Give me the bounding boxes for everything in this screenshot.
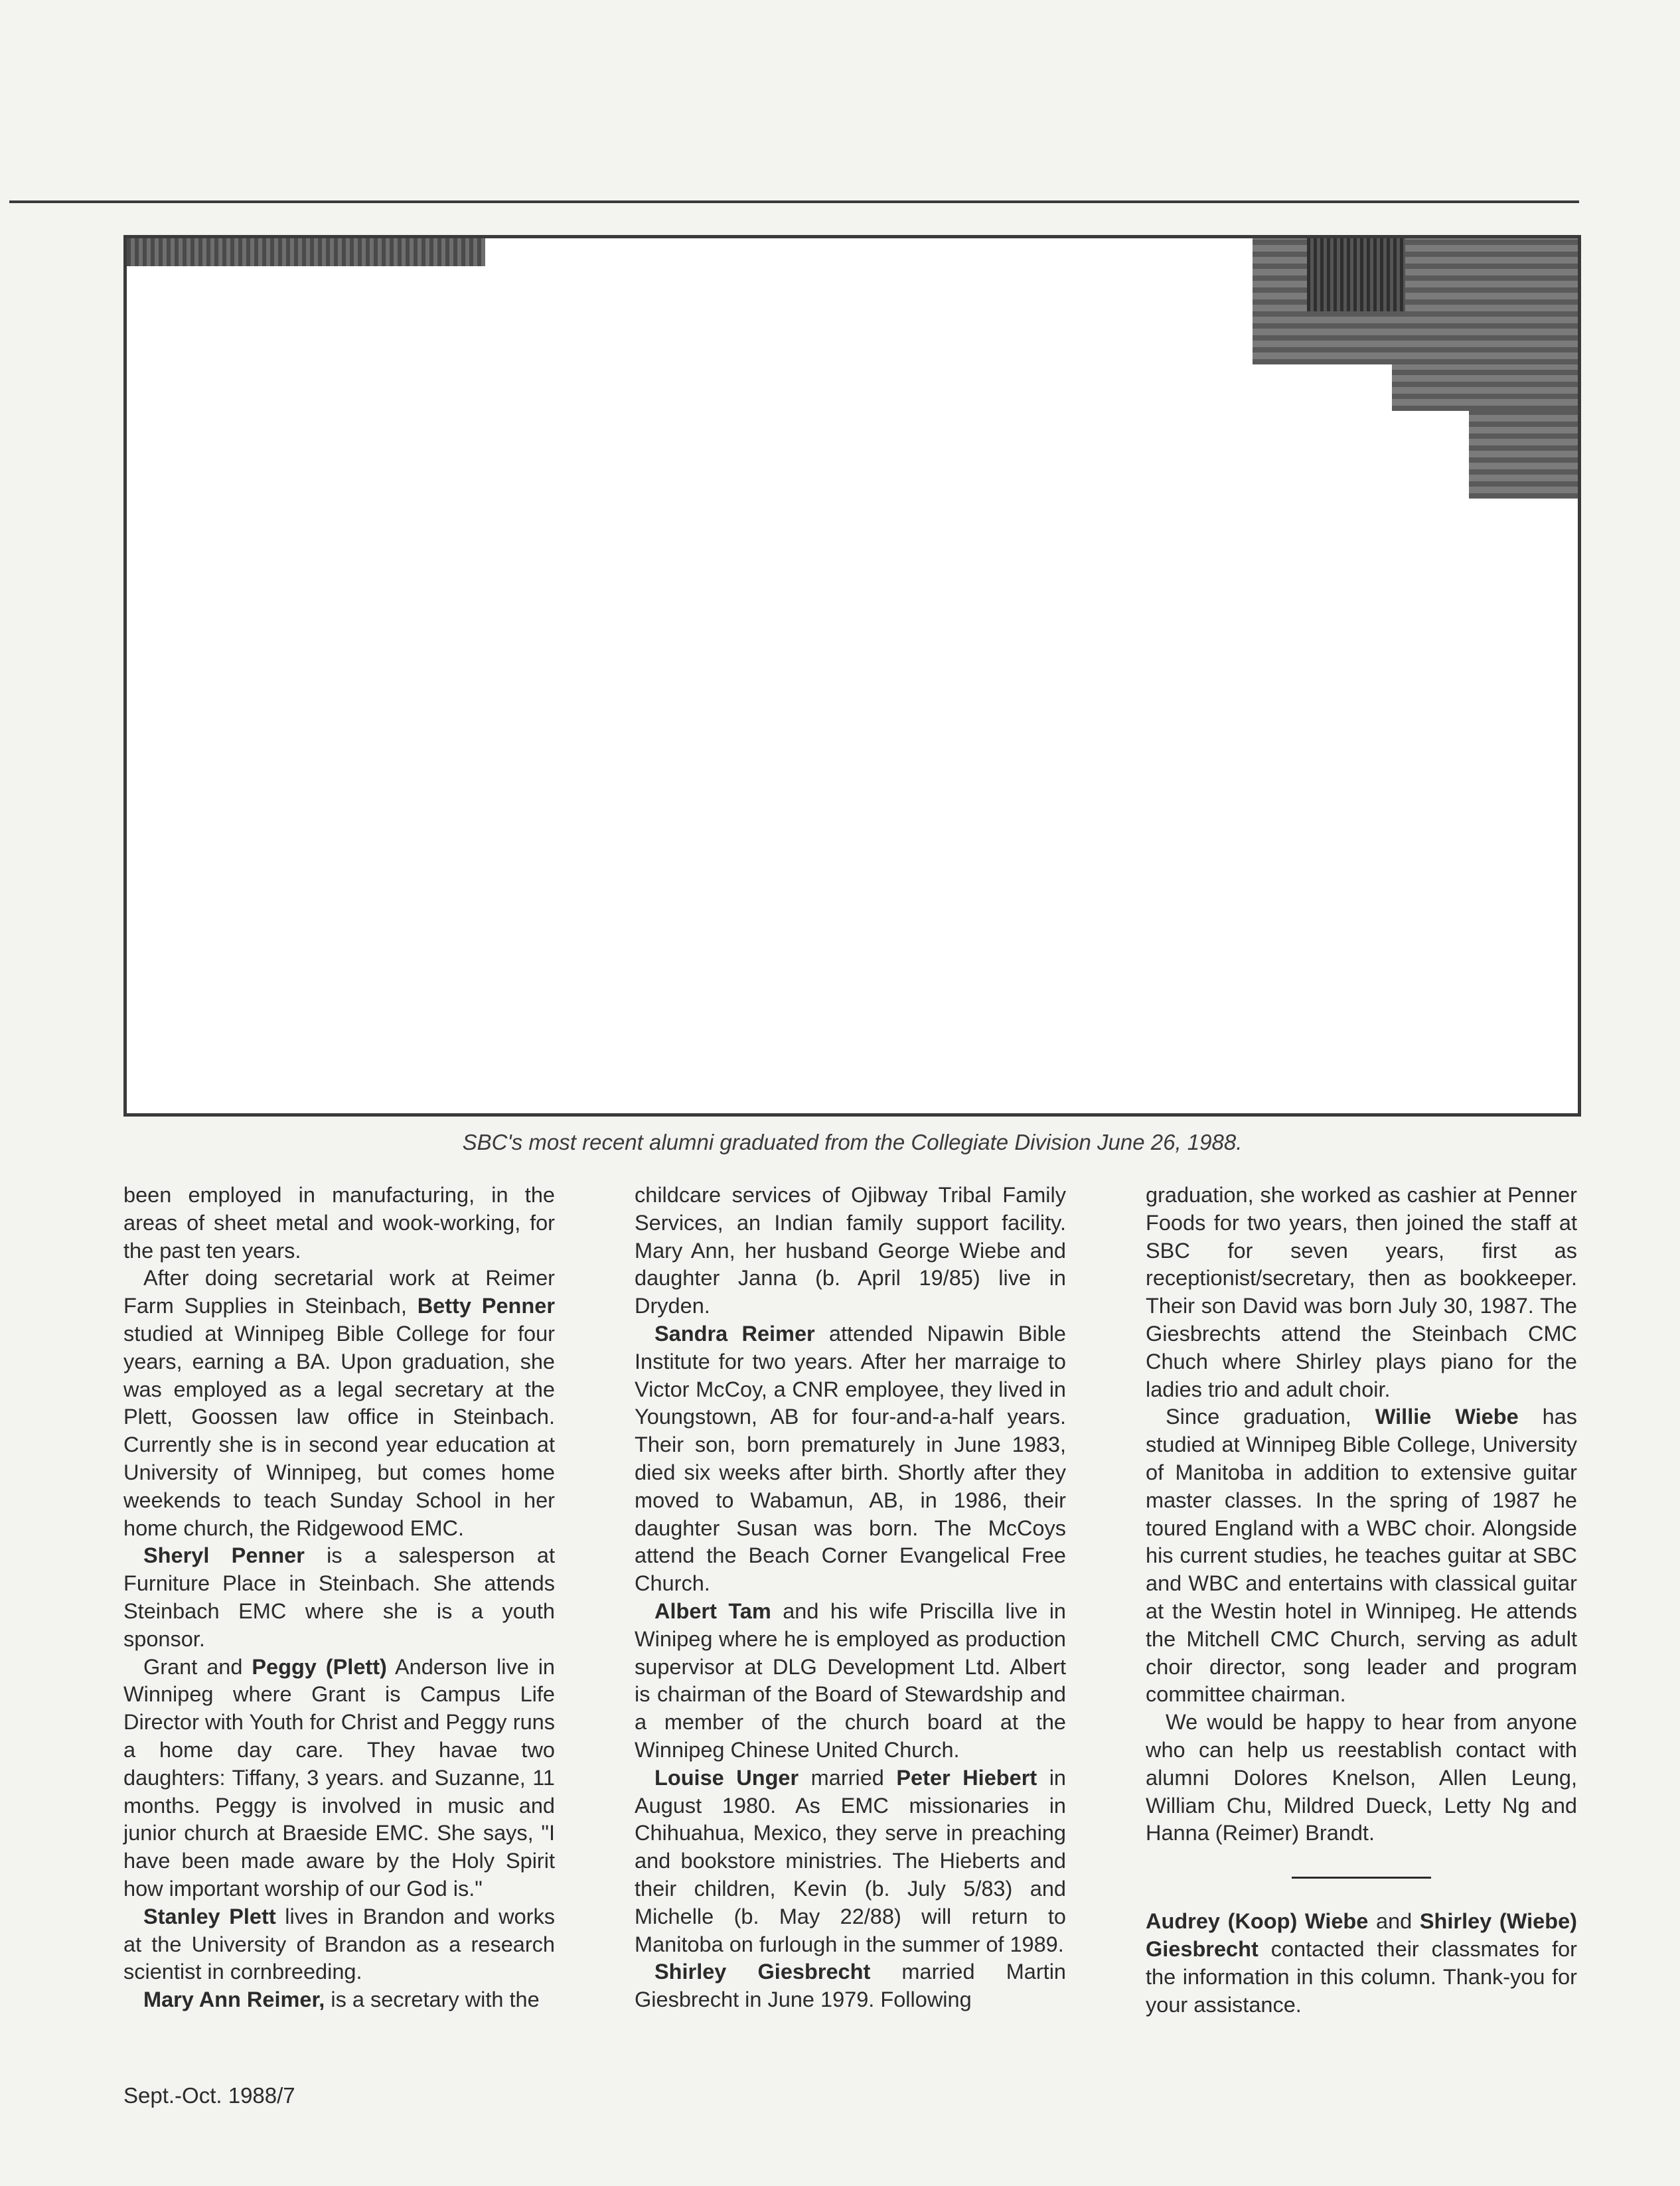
alumnus-name: Peter Hiebert [896, 1765, 1037, 1790]
paragraph-text: has studied at Winnipeg Bible College, University of Manitoba in addition to extensive guitar master classes. In the spring of 1987 he toured England with a WBC choir. Alongside his current studies, he teaches guitar at SBC and WBC and entertains with classical guitar at the Westin hotel in Winnipeg. He attends the Mitchell CMC Church, serving as adult choir director, song leader and program committee chairman. [1146, 1405, 1577, 1707]
text-column-2 [635, 1182, 1066, 2014]
paragraph-text: Anderson live in Winnipeg where Grant is Campus Life Director with Youth for Christ and Peggy runs a home day care. They havae two daughters: Tiffany, 3 years. and Suzanne, 11 months. Peggy is involved in music and junior church at Braeside EMC. She says, "I have been made aware by the Holy Spirit how important worship of our God is." [123, 1654, 556, 1901]
credit-note [1146, 1908, 1577, 2019]
paragraph-text: studied at Winnipeg Bible College for four years, earning a BA. Upon graduation, she was employed as a legal secretary at the Plett, Goossen law office in Steinbach. Currently she is in second year education at University of Winnipeg, but comes home weekends to teach Sunday School in her home church, the Ridgewood EMC. [123, 1321, 555, 1540]
contributor-name: Shirley (Wiebe) Giesbrecht [1146, 1909, 1577, 1961]
alumnus-name: Sandra Reimer [654, 1321, 815, 1346]
paragraph-text: Grant and [143, 1654, 252, 1679]
brick-wall-fragment [1392, 364, 1578, 411]
contributor-name: Audrey (Koop) Wiebe [1146, 1909, 1369, 1934]
paragraph-text: married Martin Giesbrecht in June 1979. Following [635, 1960, 1066, 2012]
paragraph-text: in August 1980. As EMC missionaries in Chihuahua, Mexico, they serve in preaching and bookstore ministries. The Hieberts and their children, Kevin (b. July 5/83) and Michelle (b. May 22/88) will return to Manitoba on furlough in the summer of 1989. [635, 1765, 1066, 1956]
photo-edge-fragment [127, 238, 485, 266]
paragraph [635, 1320, 1066, 1598]
paragraph-text: contacted their classmates for the information in this column. Thank-you for your assistance. [1146, 1936, 1577, 2017]
paragraph-text: is a secretary with the [325, 1988, 540, 2012]
paragraph-text: and his wife Priscilla live in Winipeg where he is employed as production supervisor at DLG Development Ltd. Albert is chairman of the Board of Stewardship and a member of the church board at the Winnipeg Chinese United Church. [635, 1599, 1067, 1762]
paragraph-text: and [1368, 1909, 1420, 1934]
paragraph: We would be happy to hear from anyone who can help us reestablish contact with alumni Dolores Knelson, Allen Leung, William Chu, Mildred Dueck, Letty Ng and Hanna (Reimer) Brandt. [1146, 1710, 1577, 1845]
paragraph [123, 1265, 555, 1542]
brick-wall-fragment [1253, 238, 1578, 364]
header-rule [9, 200, 1579, 203]
window-fragment [1307, 238, 1405, 311]
paragraph-text: married [799, 1765, 897, 1790]
alumnus-name: Sheryl Penner [143, 1543, 305, 1568]
alumnus-name: Betty Penner [417, 1294, 555, 1318]
text-column-3 [1146, 1182, 1577, 2019]
paragraph [123, 1542, 555, 1653]
paragraph: graduation, she worked as cashier at Penner Foods for two years, then joined the staff at SBC for seven years, first as receptionist/secretary, then as bookkeeper. Their son David was born July 30, 1987. The Giesbrechts attend the Steinbach CMC Chuch where Shirley plays piano for the ladies trio and adult choir. [1146, 1183, 1577, 1401]
paragraph [635, 1598, 1066, 1764]
paragraph [1146, 1908, 1577, 2019]
paragraph-text: lives in Brandon and works at the University of Brandon as a research scientist in cornbreeding. [123, 1904, 555, 1984]
paragraph: childcare services of Ojibway Tribal Family Services, an Indian family support facility. Mary Ann, her husband George Wiebe and daughter Janna (b. April 19/85) live in Dryden. [635, 1183, 1066, 1318]
paragraph [635, 1764, 1066, 1959]
paragraph [123, 1654, 555, 1903]
paragraph [123, 1986, 555, 2014]
photo-caption: SBC's most recent alumni graduated from the Collegiate Division June 26, 1988. [462, 1130, 1243, 1154]
paragraph: been employed in manufacturing, in the areas of sheet metal and wook-working, for the past ten years. [123, 1183, 555, 1263]
alumnus-name: Peggy (Plett) [252, 1654, 387, 1679]
alumnus-name: Shirley Giesbrecht [654, 1960, 871, 1984]
paragraph [635, 1958, 1066, 2014]
graduation-photo [123, 235, 1581, 1117]
paragraph-text: Since graduation, [1166, 1405, 1375, 1429]
paragraph [123, 1903, 555, 1986]
alumnus-name: Mary Ann Reimer, [143, 1988, 325, 2012]
alumnus-name: Willie Wiebe [1375, 1405, 1519, 1429]
alumnus-name: Stanley Plett [143, 1904, 276, 1928]
brick-wall-fragment [1469, 411, 1578, 499]
paragraph-text: is a salesperson at Furniture Place in Steinbach. She attends Steinbach EMC where she is a youth sponsor. [123, 1543, 555, 1651]
paragraph-text: After doing secretarial work at Reimer Farm Supplies in Steinbach, [123, 1266, 555, 1318]
alumnus-name: Louise Unger [654, 1765, 799, 1790]
page-folio: Sept.-Oct. 1988/7 [123, 2083, 295, 2108]
alumnus-name: Albert Tam [654, 1599, 771, 1623]
section-divider [1292, 1877, 1431, 1879]
paragraph [1146, 1403, 1577, 1709]
text-column-1 [123, 1182, 555, 2014]
paragraph-text: attended Nipawin Bible Institute for two years. After her marraige to Victor McCoy, a CNR employee, they lived in Youngstown, AB for four-and-a-half years. Their son, born prematurely in June 1983, died six weeks after birth. Shortly after they moved to Wabamun, AB, in 1986, their daughter Susan was born. The McCoys attend the Beach Corner Evangelical Free Church. [635, 1321, 1066, 1596]
